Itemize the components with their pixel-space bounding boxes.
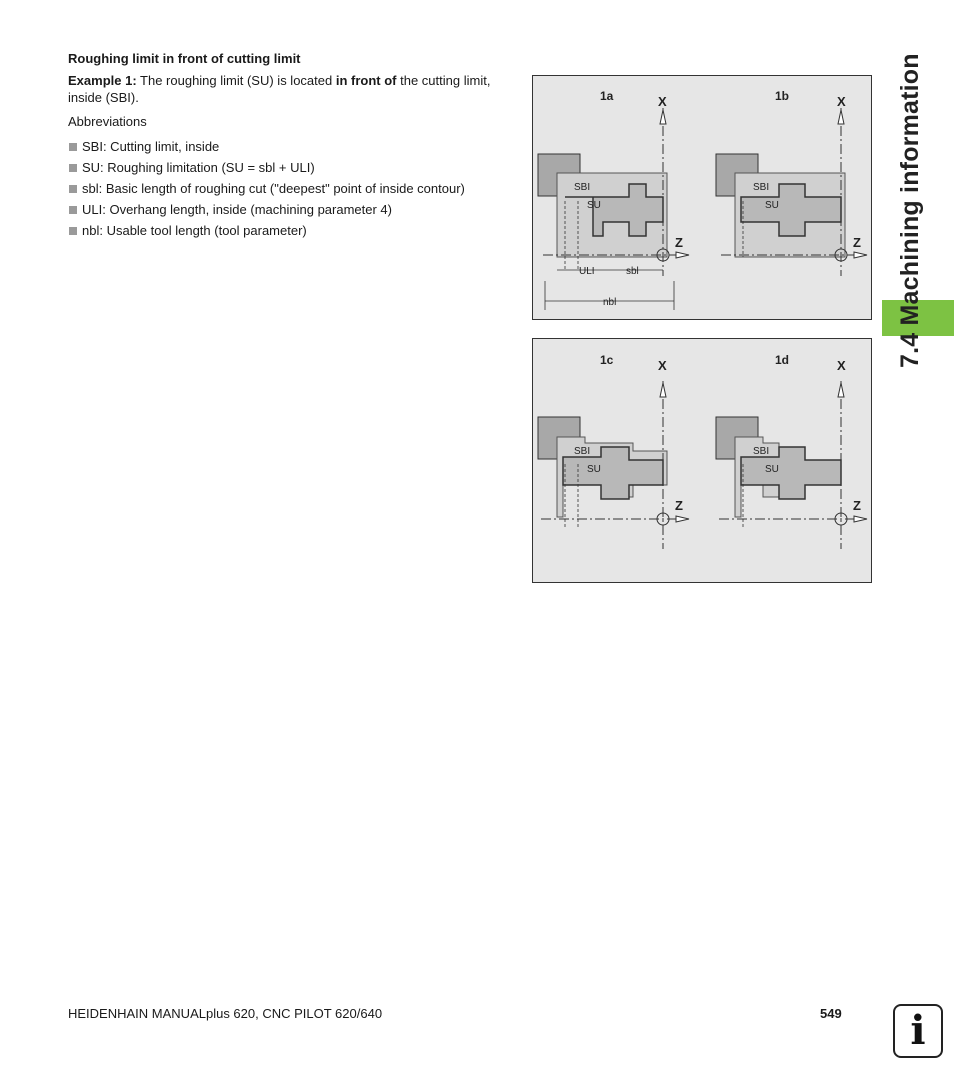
example-label: Example 1: — [68, 73, 137, 88]
example-text-b: the cutting limit, inside (SBI). — [68, 73, 491, 105]
sbi-label: SBI — [574, 446, 591, 457]
label-1a: 1a — [600, 89, 614, 103]
su-label: SU — [765, 200, 779, 211]
x-axis-arrow — [660, 383, 666, 397]
z-axis-arrow — [854, 252, 867, 258]
square-bullet-icon — [69, 227, 77, 235]
info-glyph: i — [910, 1007, 926, 1054]
z-axis-arrow — [676, 252, 689, 258]
footer-text: HEIDENHAIN MANUALplus 620, CNC PILOT 620/640 — [68, 1006, 383, 1021]
square-bullet-icon — [69, 143, 77, 151]
list-item: sbl: Basic length of roughing cut ("deepest" point of inside contour) — [68, 181, 465, 202]
info-icon — [893, 1004, 943, 1058]
square-bullet-icon — [69, 164, 77, 172]
label-1d: 1d — [775, 353, 790, 367]
axis-x-label: X — [837, 94, 846, 109]
z-axis-arrow — [676, 516, 689, 522]
axis-z-label: Z — [853, 235, 861, 250]
figure-bottom-svg — [533, 339, 871, 582]
section-heading: Roughing limit in front of cutting limit — [68, 51, 301, 66]
square-bullet-icon — [69, 185, 77, 193]
sbi-label: SBI — [753, 182, 770, 193]
axis-x-label: X — [837, 358, 846, 373]
list-item: SBI: Cutting limit, inside — [68, 139, 465, 160]
axis-z-label: Z — [853, 498, 861, 513]
diagram-1c — [538, 381, 689, 549]
label-1c: 1c — [600, 353, 614, 367]
x-axis-arrow — [660, 110, 666, 124]
sbi-label: SBI — [753, 446, 770, 457]
sbi-label: SBI — [574, 182, 591, 193]
figure-panel-top — [532, 75, 872, 320]
abbreviations-title: Abbreviations — [68, 114, 147, 129]
label-1b: 1b — [775, 89, 790, 103]
page-number: 549 — [820, 1006, 842, 1021]
figure-panel-bottom — [532, 338, 872, 583]
nbl-label: nbl — [603, 297, 617, 308]
list-item: ULI: Overhang length, inside (machining parameter 4) — [68, 202, 465, 223]
su-label: SU — [587, 464, 601, 475]
z-axis-arrow — [854, 516, 867, 522]
chapter-side-title: 7.4 Machining information — [896, 53, 924, 368]
x-axis-arrow — [838, 383, 844, 397]
figure-top-svg — [533, 76, 871, 319]
diagram-1b — [716, 108, 867, 276]
diagram-1a — [538, 108, 689, 310]
su-label: SU — [765, 464, 779, 475]
list-item: SU: Roughing limitation (SU = sbl + ULI) — [68, 160, 465, 181]
axis-x-label: X — [658, 94, 667, 109]
sbl-label: sbl — [626, 266, 639, 277]
diagram-1d — [716, 381, 867, 549]
x-axis-arrow — [838, 110, 844, 124]
example-emphasis: in front of — [335, 73, 397, 88]
axis-x-label: X — [658, 358, 667, 373]
list-item: nbl: Usable tool length (tool parameter) — [68, 223, 465, 244]
axis-z-label: Z — [675, 498, 683, 513]
abbreviations-list — [68, 139, 465, 244]
example-text-a: The roughing limit (SU) is located — [136, 73, 336, 88]
square-bullet-icon — [69, 206, 77, 214]
su-label: SU — [587, 200, 601, 211]
axis-z-label: Z — [675, 235, 683, 250]
example-paragraph — [68, 72, 518, 106]
uli-label: ULI — [579, 266, 595, 277]
